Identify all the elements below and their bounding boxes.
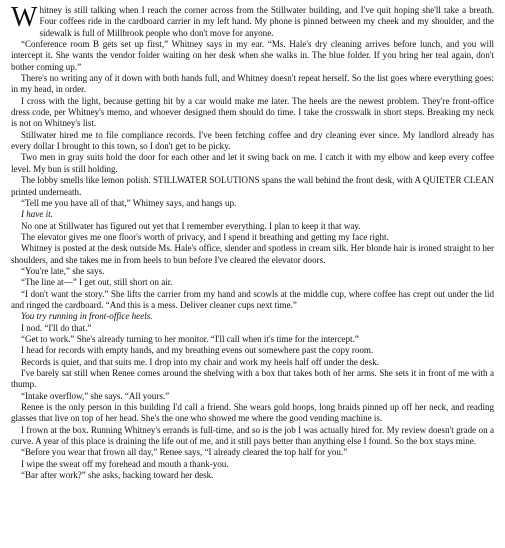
story-paragraph-15: “I don't want the story.” She lifts the carrier from my hand and scowls at the middle cup, where coffee has crept out under the lid and ringed the cardboard. “And this is a mess. Deliver cleaner cups next time.” <box>11 288 494 310</box>
story-paragraph-25: “Before you wear that frown all day,” Renee says, “I already cleared the top half for you.” <box>21 447 348 458</box>
story-paragraph-6: Two men in gray suits hold the door for each other and let it swing back on me. I catch it with my elbow and keep every coffee level. My bun is still holding. <box>11 152 494 174</box>
drop-cap: W <box>11 2 38 33</box>
story-paragraph-20: Records is quiet, and that suits me. I drop into my chair and work my heels half off under the desk. <box>21 356 379 367</box>
story-paragraph-14: “The line at—” I get out, still short on air. <box>21 277 173 288</box>
story-paragraph-12: Whitney is posted at the desk outside Ms. Hale's office, slender and spotless in cream silk. Her blonde hair is ironed straight to her shoulders, and she takes me in from heels to bun before I've cleared the elevator doors. <box>11 243 494 265</box>
story-paragraph-21: I've barely sat still when Renee comes around the shelving with a box that takes both of her arms. She sets it in front of me with a thump. <box>11 368 494 390</box>
story-paragraph-17: I nod. “I'll do that.” <box>21 322 92 333</box>
story-paragraph-9: I have it. <box>21 209 53 220</box>
story-paragraph-11: The elevator gives me one floor's worth of privacy, and I spend it breathing and getting my face right. <box>21 231 389 242</box>
story-paragraph-22: “Intake overflow,” she says. “All yours.” <box>21 390 170 401</box>
story-paragraph-5: Stillwater hired me to file compliance records. I've been fetching coffee and dry cleaning ever since. My landlord already has every dollar I brought to this town, so I don't get to be picky. <box>11 129 494 152</box>
story-paragraph-3: There's no writing any of it down with both hands full, and Whitney doesn't repeat herself. So the list goes where everything goes: in my head, in order. <box>11 73 494 95</box>
story-paragraph-8: “Tell me you have all of that,” Whitney says, and hangs up. <box>21 197 237 208</box>
story-paragraph-18: “Get to work.” She's already turning to her monitor. “I'll call when it's time for the intercept.” <box>21 333 359 344</box>
story-paragraph-7: The lobby smells like lemon polish. STILLWATER SOLUTIONS spans the wall behind the front desk, with A QUIETER CLEAN printed underneath. <box>11 175 494 197</box>
story-paragraph-19: I head for records with empty hands, and my breathing evens out somewhere past the copy room. <box>21 345 374 356</box>
story-paragraph-27: “Bar after work?” she asks, backing toward her desk. <box>21 470 214 481</box>
story-paragraph-10: No one at Stillwater has figured out yet that I remember everything. I plan to keep it that way. <box>21 220 361 231</box>
story-paragraph-2: “Conference room B gets set up first,” Whitney says in my ear. “Ms. Hale's dry cleaning arrives before lunch, and you will intercept it. She wants the vendor folder waiting on her desk when she walks in. The blue folder. If you bring her teal again, don't bother coming up.” <box>11 39 494 72</box>
story-paragraph-1 <box>11 2 494 39</box>
story-paragraph-26: I wipe the sweat off my forehead and mouth a thank-you. <box>21 458 229 469</box>
story-paragraph-23: Renee is the only person in this building I'd call a friend. She wears gold hoops, long braids pinned up off her neck, and reading glasses that live on top of her head. She's the one who showed me where the good vending machine is. <box>11 402 494 424</box>
story-paragraph-16: You try running in front-office heels. <box>21 311 153 322</box>
story-paragraph-13: “You're late,” she says. <box>21 265 105 276</box>
story-paragraph-24: I frown at the box. Running Whitney's errands is full-time, and so is the job I was actually hired for. My review doesn't grade on a curve. A year of this place is draining the life out of me, and it still pays better than anything else I found. So the box stays mine. <box>11 424 494 447</box>
story-paragraph-1-text: hitney is still talking when I reach the corner across from the Stillwater building, and I've quit hoping she'll take a breath. Four coffees ride in the cardboard carrier in my left hand. My phone is pinned between my cheek and my shoulder, and the sidewalk is full of Millbrook people who don't move for anyone. <box>39 5 494 38</box>
story-paragraph-4: I cross with the light, because getting hit by a car would make me later. The heels are the newest problem. They're front-office dress code, per Whitney's memo, and whoever designed them should do time. I take the crosswalk in short steps. Breaking my neck is not on Whitney's list. <box>11 95 494 129</box>
